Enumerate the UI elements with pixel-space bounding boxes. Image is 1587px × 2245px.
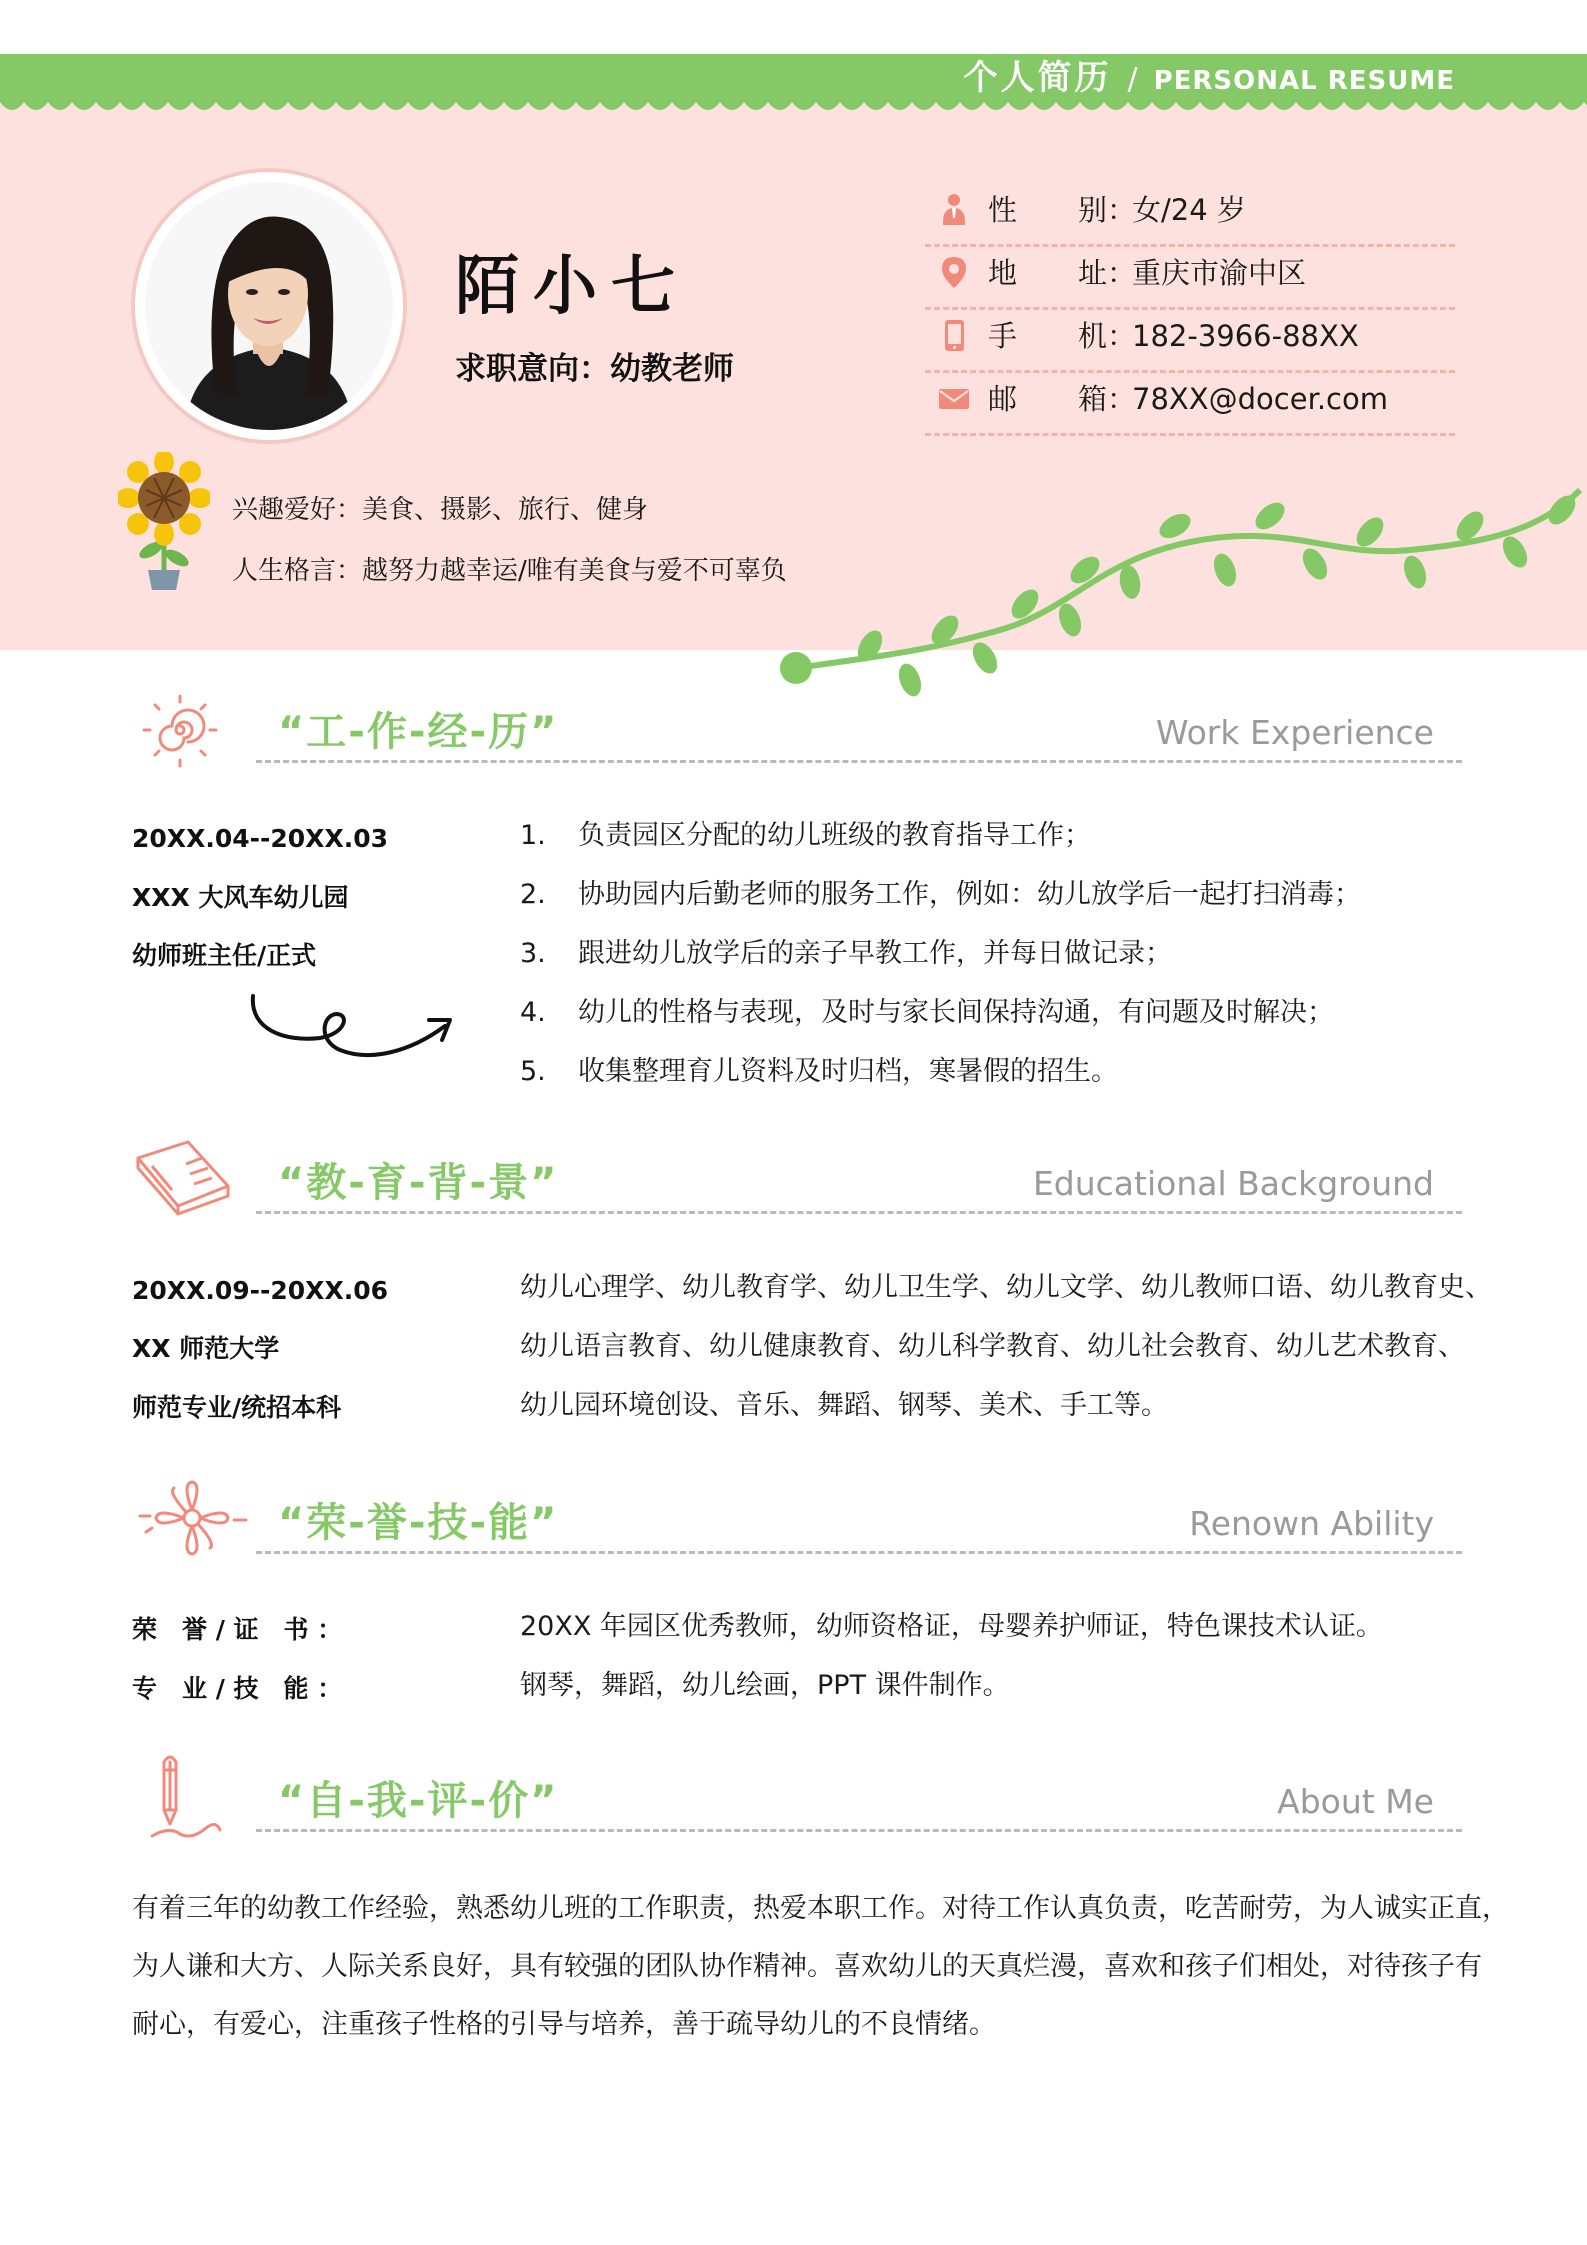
- about-line-1: 有着三年的幼教工作经验，熟悉幼儿班的工作职责，热爱本职工作。对待工作认真负责，吃苦耐劳，为人诚实正直，: [132, 1893, 1509, 1924]
- section-title-education: “教-育-背-景”: [278, 1160, 559, 1206]
- job-intent: 求职意向：幼教老师: [455, 351, 734, 387]
- phone-icon: [937, 318, 971, 352]
- info-row-gender: [925, 182, 1455, 247]
- section-title-honor: “荣-誉-技-能”: [278, 1500, 559, 1546]
- location-pin-icon: [937, 255, 971, 289]
- info-row-email: [925, 371, 1455, 436]
- edu-period: 20XX.09--20XX.06: [132, 1276, 389, 1305]
- vine-decoration: [770, 480, 1587, 700]
- duty-1-text: 负责园区分配的幼儿班级的教育指导工作；: [578, 820, 1091, 851]
- section-title-honor-en: Renown Ability: [1189, 1504, 1434, 1543]
- sunflower-icon: [118, 452, 210, 592]
- info-address-key2: 址：: [1078, 256, 1137, 290]
- pencil-icon: [146, 1748, 226, 1842]
- title-separator: /: [1127, 62, 1138, 97]
- edu-courses-line-3: 幼儿园环境创设、音乐、舞蹈、钢琴、美术、手工等。: [520, 1390, 1168, 1421]
- section-divider-honor: [256, 1551, 1462, 1554]
- skill-label: 专 业 / 技 能 ：: [132, 1674, 343, 1703]
- info-email-key2: 箱：: [1078, 382, 1137, 416]
- info-phone-value: 182-3966-88XX: [1132, 319, 1359, 353]
- duty-5-text: 收集整理育儿资料及时归档，寒暑假的招生。: [578, 1056, 1118, 1087]
- resume-title-cn: 个人简历: [963, 58, 1112, 98]
- info-address-value: 重庆市渝中区: [1132, 256, 1307, 290]
- info-email-value: 78XX@docer.com: [1132, 382, 1388, 416]
- edu-major: 师范专业/统招本科: [132, 1393, 342, 1422]
- work-company: XXX 大风车幼儿园: [132, 883, 349, 912]
- info-gender-key2: 别：: [1078, 193, 1137, 227]
- resume-banner-title: [963, 58, 1455, 104]
- section-title-work: “工-作-经-历”: [278, 709, 559, 755]
- info-phone-key2: 机：: [1078, 319, 1137, 353]
- about-line-2: 为人谦和大方、人际关系良好，具有较强的团队协作精神。喜欢幼儿的天真烂漫，喜欢和孩子们相处，对待孩子有: [132, 1951, 1482, 1982]
- certificate-value: 20XX 年园区优秀教师，幼师资格证，母婴养护师证，特色课技术认证。: [520, 1611, 1383, 1642]
- duty-4-number: 4.: [520, 997, 546, 1028]
- motto-text: 人生格言：越努力越幸运/唯有美食与爱不可辜负: [232, 556, 787, 586]
- duty-3-text: 跟进幼儿放学后的亲子早教工作，并每日做记录；: [578, 938, 1172, 969]
- work-period: 20XX.04--20XX.03: [132, 824, 389, 853]
- section-title-about-en: About Me: [1277, 1782, 1434, 1821]
- info-gender-key1: 性: [988, 193, 1018, 227]
- info-phone-key1: 手: [988, 319, 1018, 353]
- duty-3-number: 3.: [520, 938, 546, 969]
- info-email-key1: 邮: [988, 382, 1018, 416]
- certificate-label: 荣 誉 / 证 书 ：: [132, 1615, 343, 1644]
- info-address-key1: 地: [988, 256, 1018, 290]
- swirl-sun-icon: [132, 690, 228, 770]
- candidate-name: 陌小七: [455, 250, 689, 324]
- edu-school: XX 师范大学: [132, 1334, 280, 1363]
- edu-courses-line-2: 幼儿语言教育、幼儿健康教育、幼儿科学教育、幼儿社会教育、幼儿艺术教育、: [520, 1331, 1465, 1362]
- about-paragraph: [132, 1880, 1509, 2054]
- about-line-3: 耐心，有爱心，注重孩子性格的引导与培养，善于疏导幼儿的不良情绪。: [132, 2009, 996, 2040]
- avatar: [131, 168, 407, 444]
- duty-4-text: 幼儿的性格与表现，及时与家长间保持沟通，有问题及时解决；: [578, 997, 1334, 1028]
- mail-icon: [937, 381, 971, 415]
- curly-arrow-doodle: [245, 990, 460, 1070]
- section-divider-education: [256, 1211, 1462, 1214]
- skill-value: 钢琴，舞蹈，幼儿绘画，PPT 课件制作。: [520, 1670, 1010, 1701]
- duty-1-number: 1.: [520, 820, 546, 851]
- person-icon: [937, 192, 971, 226]
- resume-title-en: PERSONAL RESUME: [1153, 66, 1455, 96]
- info-row-address: [925, 245, 1455, 310]
- edu-courses-line-1: 幼儿心理学、幼儿教育学、幼儿卫生学、幼儿文学、幼儿教师口语、幼儿教育史、: [520, 1272, 1492, 1303]
- section-title-work-en: Work Experience: [1155, 713, 1434, 752]
- section-title-about: “自-我-评-价”: [278, 1778, 559, 1824]
- duty-5-number: 5.: [520, 1056, 546, 1087]
- section-divider-work: [256, 760, 1462, 763]
- work-position: 幼师班主任/正式: [132, 941, 317, 970]
- info-gender-value: 女/24 岁: [1132, 193, 1246, 227]
- section-title-education-en: Educational Background: [1032, 1164, 1434, 1203]
- duty-2-number: 2.: [520, 879, 546, 910]
- info-row-phone: [925, 308, 1455, 373]
- hobby-text: 兴趣爱好：美食、摄影、旅行、健身: [232, 495, 649, 525]
- section-divider-about: [256, 1829, 1462, 1832]
- books-icon: [132, 1136, 232, 1216]
- flower-doodle-icon: [132, 1478, 252, 1558]
- duty-2-text: 协助园内后勤老师的服务工作，例如：幼儿放学后一起打扫消毒；: [578, 879, 1361, 910]
- avatar-photo: [145, 182, 393, 430]
